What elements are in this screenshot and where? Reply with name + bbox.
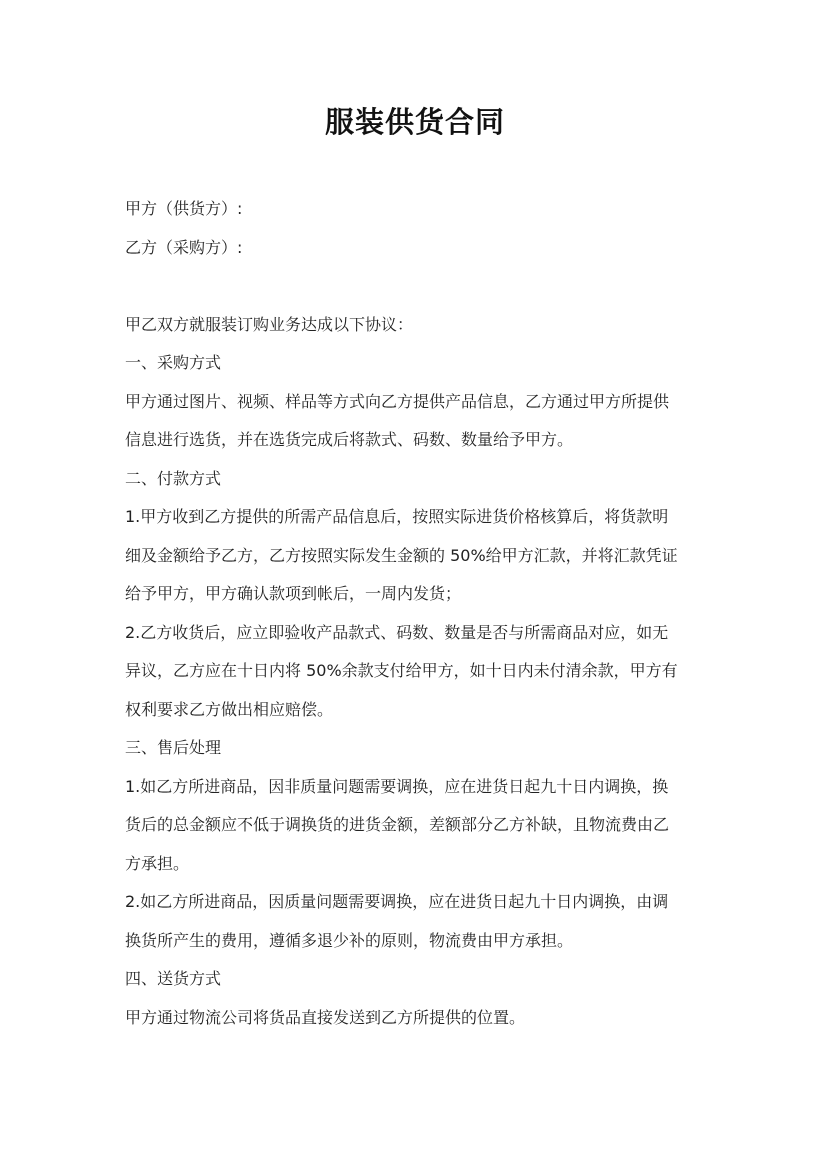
party-b-label: 乙方（采购方）: xyxy=(125,237,243,257)
paragraph-line: 异议，乙方应在十日内将 50%余款支付给甲方，如十日内未付清余款，甲方有 xyxy=(125,661,678,680)
document-title: 服装供货合同 xyxy=(324,105,505,139)
paragraph-line: 1.如乙方所进商品，因非质量问题需要调换，应在进货日起九十日内调换，换 xyxy=(125,776,669,796)
paragraph-line: 权利要求乙方做出相应赔偿。 xyxy=(125,699,334,719)
paragraph-line: 1.甲方收到乙方提供的所需产品信息后，按照实际进货价格核算后，将货款明 xyxy=(125,507,669,526)
document-body xyxy=(125,190,725,1037)
paragraph-line: 细及金额给予乙方，乙方按照实际发生金额的 50%给甲方汇款，并将汇款凭证 xyxy=(125,545,678,565)
party-a-label: 甲方（供货方）: xyxy=(125,199,243,218)
paragraph-line: 2.乙方收货后，应立即验收产品款式、码数、数量是否与所需商品对应，如无 xyxy=(125,622,669,642)
paragraph-line: 甲方通过物流公司将货品直接发送到乙方所提供的位置。 xyxy=(125,1007,526,1027)
section-heading: 三、售后处理 xyxy=(125,738,222,757)
paragraph-line: 给予甲方，甲方确认款项到帐后，一周内发货； xyxy=(125,584,462,603)
section-heading: 二、付款方式 xyxy=(125,468,222,488)
paragraph-line: 信息进行选货，并在选货完成后将款式、码数、数量给予甲方。 xyxy=(125,430,574,449)
paragraph-line: 甲方通过图片、视频、样品等方式向乙方提供产品信息，乙方通过甲方所提供 xyxy=(125,391,670,411)
paragraph-line: 2.如乙方所进商品，因质量问题需要调换，应在进货日起九十日内调换，由调 xyxy=(125,892,669,911)
paragraph-line: 换货所产生的费用，遵循多退少补的原则，物流费由甲方承担。 xyxy=(125,930,574,950)
section-heading: 一、采购方式 xyxy=(125,353,222,372)
section-heading: 四、送货方式 xyxy=(125,969,222,988)
paragraph-line: 方承担。 xyxy=(125,853,190,873)
intro-text: 甲乙双方就服装订购业务达成以下协议： xyxy=(125,314,414,334)
paragraph-line: 货后的总金额应不低于调换货的进货金额，差额部分乙方补缺，且物流费由乙 xyxy=(125,815,670,834)
